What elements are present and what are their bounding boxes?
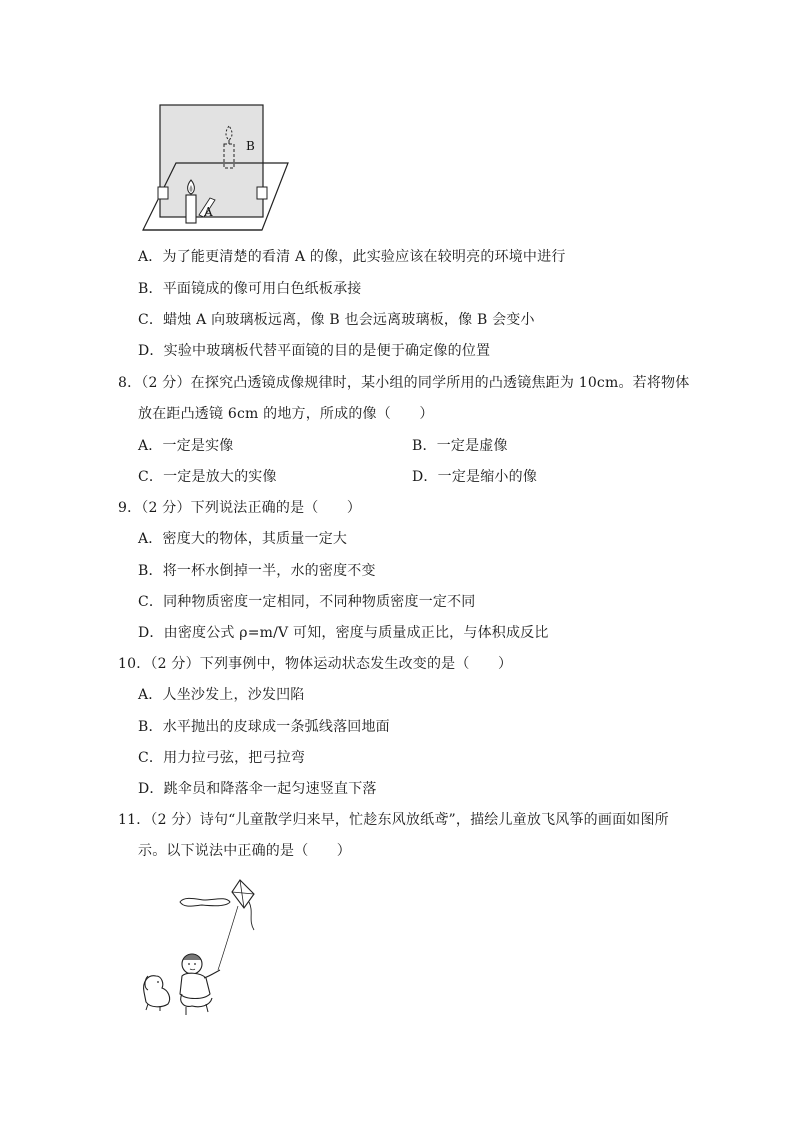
q7-option-b: B．平面镜成的像可用白色纸板承接 [138, 281, 362, 297]
q8-option-c: C．一定是放大的实像 [138, 469, 277, 485]
mirror-experiment-figure [138, 100, 298, 235]
candle-a [186, 195, 196, 223]
q8-stem-line1: 8．（2 分）在探究凸透镜成像规律时，某小组的同学所用的凸透镜焦距为 10cm。若将物体 [118, 375, 690, 391]
q7-option-a: A．为了能更清楚的看清 A 的像，此实验应该在较明亮的环境中进行 [138, 249, 566, 265]
q10-option-a: A．人坐沙发上，沙发凹陷 [138, 687, 305, 703]
dog [144, 976, 170, 1007]
kite-string [218, 906, 238, 970]
left-support [158, 187, 168, 199]
cloud [180, 898, 230, 906]
q7-option-c: C．蜡烛 A 向玻璃板远离，像 B 也会远离玻璃板，像 B 会变小 [138, 312, 535, 328]
q9-option-c: C．同种物质密度一定相同，不同种物质密度一定不同 [138, 594, 476, 610]
q8-option-a: A．一定是实像 [138, 438, 234, 454]
q9-stem: 9．（2 分）下列说法正确的是（ ） [118, 500, 362, 516]
kite-tail [249, 902, 254, 930]
q7-option-d: D．实验中玻璃板代替平面镜的目的是便于确定像的位置 [138, 343, 491, 359]
q10-option-b: B．水平抛出的皮球成一条弧线落回地面 [138, 719, 390, 735]
q10-option-d: D．跳伞员和降落伞一起匀速竖直下落 [138, 781, 377, 797]
q9-option-a: A．密度大的物体，其质量一定大 [138, 531, 348, 547]
q11-stem-line2: 示。以下说法中正确的是（ ） [138, 843, 351, 859]
kite-flying-figure [134, 872, 264, 1022]
label-b: B [246, 139, 255, 153]
child-arm [204, 970, 220, 978]
right-support [257, 187, 267, 199]
q8-stem-line2: 放在距凸透镜 6cm 的地方，所成的像（ ） [138, 406, 434, 422]
q9-option-b: B．将一杯水倒掉一半，水的密度不变 [138, 563, 376, 579]
q11-stem-line1: 11．（2 分）诗句“儿童散学归来早，忙趁东风放纸鸢”，描绘儿童放飞风筝的画面如图所 [118, 812, 669, 828]
q8-option-b: B．一定是虚像 [412, 438, 508, 454]
q10-stem: 10．（2 分）下列事例中，物体运动状态发生改变的是（ ） [118, 656, 513, 672]
label-a: A [204, 205, 213, 219]
q8-option-d: D．一定是缩小的像 [412, 469, 538, 485]
q10-option-c: C．用力拉弓弦，把弓拉弯 [138, 750, 306, 766]
q9-option-d: D．由密度公式 ρ=m/V 可知，密度与质量成正比，与体积成反比 [138, 625, 549, 641]
